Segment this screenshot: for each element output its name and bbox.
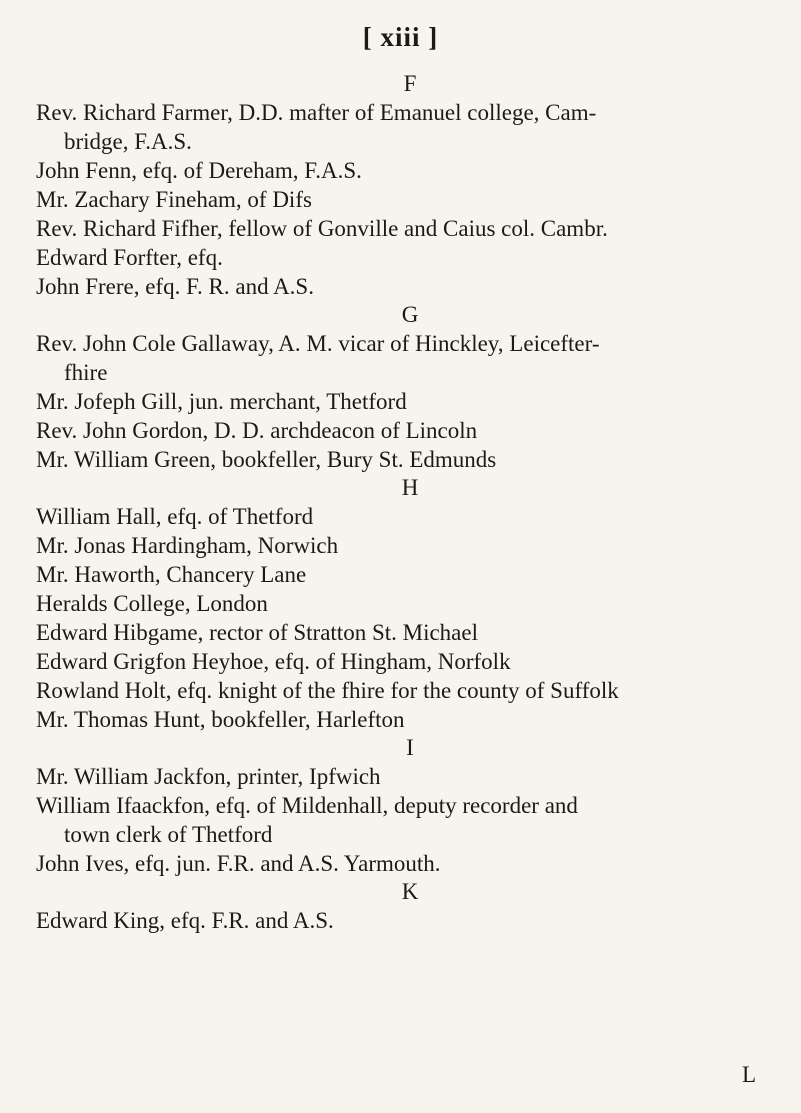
subscriber-list (36, 70, 776, 935)
entry-text: Edward Hibgame, rector of Stratton St. Michael (36, 620, 478, 645)
section-letter: K (401, 879, 419, 904)
section-letter: H (401, 475, 419, 500)
entry-text: John Fenn, efq. of Dereham, F.A.S. (36, 158, 362, 183)
catchword: L (742, 1062, 757, 1087)
entry-text: Rowland Holt, efq. knight of the fhire for the county of Suffolk (36, 678, 619, 703)
section (36, 474, 776, 734)
subscriber-entry (36, 502, 776, 531)
section-letter: I (406, 735, 414, 760)
subscriber-entry (36, 98, 776, 156)
section-letter: F (403, 71, 417, 96)
entry-text: Mr. Jofeph Gill, jun. merchant, Thetford (36, 389, 407, 414)
subscriber-entry (36, 762, 776, 791)
subscriber-entry (36, 531, 776, 560)
entry-text: Edward Grigfon Heyhoe, efq. of Hingham, Norfolk (36, 649, 511, 674)
subscriber-entry (36, 906, 776, 935)
entry-text: John Frere, efq. F. R. and A.S. (36, 274, 314, 299)
section (36, 70, 776, 301)
subscriber-entry (36, 849, 776, 878)
subscriber-entry (36, 676, 776, 705)
entry-text: Edward Forfter, efq. (36, 245, 223, 270)
entry-text: Mr. Thomas Hunt, bookfeller, Harlefton (36, 707, 405, 732)
subscriber-entry (36, 214, 776, 243)
entry-text: William Hall, efq. of Thetford (36, 504, 314, 529)
entry-text: Rev. John Gordon, D. D. archdeacon of Lincoln (36, 418, 478, 443)
page-header: [ xiii ] (362, 22, 439, 52)
entry-text: Edward King, efq. F.R. and A.S. (36, 908, 334, 933)
entry-text: Heralds College, London (36, 591, 268, 616)
entry-text: Mr. Jonas Hardingham, Norwich (36, 533, 339, 558)
entry-text: Rev. Richard Farmer, D.D. mafter of Emanuel college, Cam- (36, 100, 597, 125)
section (36, 734, 776, 878)
subscriber-entry (36, 387, 776, 416)
entry-text: John Ives, efq. jun. F.R. and A.S. Yarmouth. (36, 851, 441, 876)
subscriber-entry (36, 618, 776, 647)
entry-text: Rev. Richard Fifher, fellow of Gonville and Caius col. Cambr. (36, 216, 608, 241)
subscriber-entry (36, 156, 776, 185)
subscriber-entry (36, 560, 776, 589)
entry-text: William Ifaackfon, efq. of Mildenhall, deputy recorder and (36, 793, 578, 818)
subscriber-entry (36, 445, 776, 474)
subscriber-entry (36, 416, 776, 445)
subscriber-entry (36, 647, 776, 676)
subscriber-entry (36, 705, 776, 734)
subscriber-entry (36, 243, 776, 272)
subscriber-entry (36, 185, 776, 214)
section-letter: G (401, 302, 419, 327)
entry-text: Rev. John Cole Gallaway, A. M. vicar of Hinckley, Leicefter- (36, 331, 600, 356)
subscriber-entry (36, 272, 776, 301)
subscriber-entry (36, 329, 776, 387)
entry-text: Mr. Zachary Fineham, of Difs (36, 187, 312, 212)
entry-continuation: fhire (64, 360, 108, 385)
entry-continuation: bridge, F.A.S. (64, 129, 192, 154)
entry-text: Mr. Haworth, Chancery Lane (36, 562, 307, 587)
entry-text: Mr. William Green, bookfeller, Bury St. Edmunds (36, 447, 497, 472)
subscriber-entry (36, 589, 776, 618)
entry-text: Mr. William Jackfon, printer, Ipfwich (36, 764, 381, 789)
section (36, 301, 776, 474)
section (36, 878, 776, 935)
subscriber-entry (36, 791, 776, 849)
entry-continuation: town clerk of Thetford (64, 822, 273, 847)
